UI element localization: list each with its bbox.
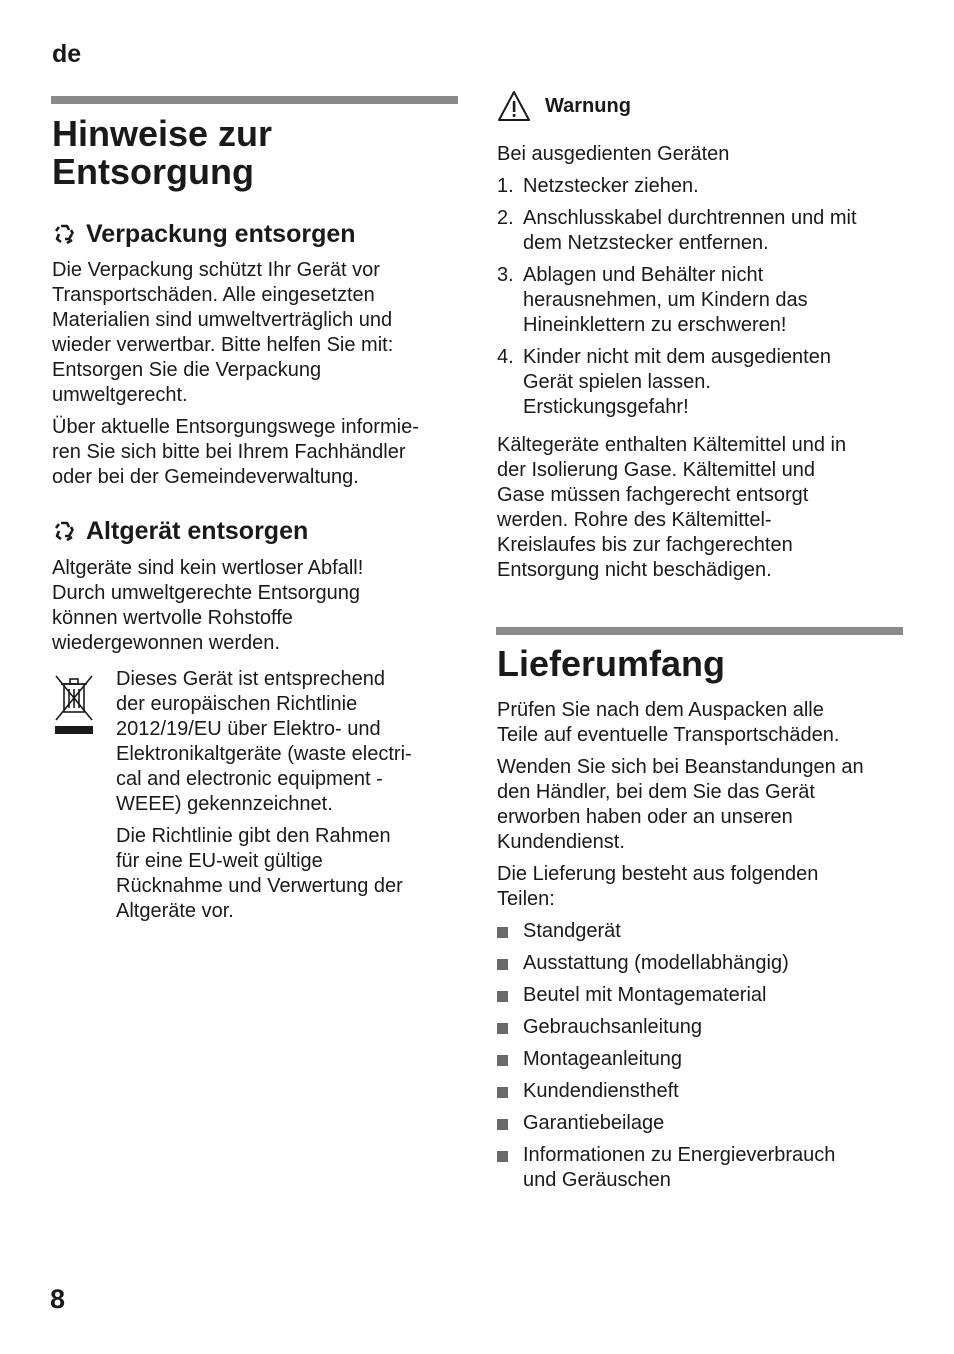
heading-text: Verpackung entsorgen [86,220,356,248]
text-line: Materialien sind umweltverträglich und [52,309,393,331]
list-item [497,345,907,420]
title-line: Entsorgung [52,151,254,192]
step-number: 2. [497,207,514,229]
text-line: Garantiebeilage [523,1112,665,1134]
step-number: 1. [497,175,514,197]
list-item [497,1079,907,1104]
text-line: und Geräuschen [523,1169,671,1191]
recycle-icon [52,222,76,246]
text-line: Netzstecker ziehen. [523,175,699,197]
bullet-square-icon [497,1055,508,1066]
text-line: Durch umweltgerechte Entsorgung [52,582,360,604]
text-line: Wenden Sie sich bei Beanstandungen an [497,756,864,778]
delivery-paragraph-3 [497,862,907,912]
text-line: Ablagen und Behälter nicht [523,264,764,286]
text-line: Prüfen Sie nach dem Auspacken alle [497,699,824,721]
warning-block [497,142,907,427]
text-line: Teile auf eventuelle Transportschäden. [497,724,840,746]
text-line: wieder verwertbar. Bitte helfen Sie mit: [52,334,394,356]
list-item [497,983,907,1008]
section-old-device [52,516,462,546]
bullet-square-icon [497,991,508,1002]
section-rule [496,627,903,635]
bullet-square-icon [497,927,508,938]
text-line: Gase müssen fachgerecht entsorgt [497,484,809,506]
text-line: cal and electronic equipment - [116,768,383,790]
page-title-disposal [52,115,272,191]
text-line: ren Sie sich bitte bei Ihrem Fachhändler [52,441,406,463]
page-number: 8 [50,1284,66,1314]
heading-text: Altgerät entsorgen [86,517,309,545]
list-item [497,1015,907,1040]
text-line: Gebrauchsanleitung [523,1016,703,1038]
packaging-paragraph-1 [52,258,462,408]
step-number: 4. [497,346,514,368]
list-item [497,919,907,944]
text-line: herausnehmen, um Kindern das [523,289,808,311]
packaging-paragraph-2 [52,415,462,490]
text-line: Dieses Gerät ist entsprechend [116,668,386,690]
text-line: Rücknahme und Verwertung der [116,875,403,897]
warning-title [497,90,631,122]
list-item [497,1111,907,1136]
text-line: Standgerät [523,920,621,942]
text-line: können wertvolle Rohstoffe [52,607,293,629]
text-line: Anschlusskabel durchtrennen und mit [523,207,857,229]
text-line: Kundendienst. [497,831,625,853]
recycle-icon [52,519,76,543]
text-line: für eine EU-weit gültige [116,850,323,872]
list-item [497,263,907,338]
text-line: den Händler, bei dem Sie das Gerät [497,781,815,803]
warning-title-text: Warnung [545,94,631,117]
list-item [497,1047,907,1072]
text-line: Altgeräte sind kein wertloser Abfall! [52,557,364,579]
language-tag: de [52,40,82,68]
bullet-square-icon [497,1023,508,1034]
list-item [497,206,907,256]
list-item [497,1143,907,1193]
text-line: oder bei der Gemeindeverwaltung. [52,466,359,488]
delivery-paragraph-2 [497,755,907,855]
text-line: der Isolierung Gase. Kältemittel und [497,459,815,481]
text-line: Entsorgen Sie die Verpackung [52,359,322,381]
text-line: Transportschäden. Alle eingesetzten [52,284,375,306]
text-line: Altgeräte vor. [116,900,234,922]
text-line: Kinder nicht mit dem ausgedienten [523,346,831,368]
text-line: 2012/19/EU über Elektro- und [116,718,381,740]
text-line: Die Richtlinie gibt den Rahmen [116,825,391,847]
heading-old-device [52,516,462,546]
delivery-paragraph-1 [497,698,907,748]
text-line: Hineinklettern zu erschweren! [523,314,787,336]
heading-packaging [52,219,462,249]
text-line: Montageanleitung [523,1048,683,1070]
weee-paragraph [116,667,461,817]
step-number: 3. [497,264,514,286]
bullet-square-icon [497,1087,508,1098]
bullet-square-icon [497,959,508,970]
text-line: Informationen zu Energieverbrauch [523,1144,836,1166]
text-line: dem Netzstecker entfernen. [523,232,769,254]
bullet-square-icon [497,1151,508,1162]
text-line: Über aktuelle Entsorgungswege informie- [52,416,419,438]
text-line: Teilen: [497,888,555,910]
warning-triangle-icon [497,90,531,122]
text-line: Gerät spielen lassen. [523,371,711,393]
page-title-delivery: Lieferumfang [497,643,726,684]
delivery-items [497,919,907,1200]
section-packaging [52,219,462,249]
text-line: der europäischen Richtlinie [116,693,358,715]
text-line: erworben haben oder an unseren [497,806,793,828]
text-line: Ausstattung (modellabhängig) [523,952,789,974]
list-item [497,951,907,976]
text-line: Elektronikaltgeräte (waste electri- [116,743,412,765]
list-item [497,174,907,199]
text-line: umweltgerecht. [52,384,188,406]
warning-intro: Bei ausgedienten Geräten [497,143,730,165]
text-line: WEEE) gekennzeichnet. [116,793,333,815]
text-line: Erstickungsgefahr! [523,396,689,418]
warning-steps [497,174,907,420]
text-line: Kundendienstheft [523,1080,679,1102]
text-line: Entsorgung nicht beschädigen. [497,559,772,581]
refrigerant-note [497,433,907,583]
bullet-square-icon [497,1119,508,1130]
text-line: Die Lieferung besteht aus folgenden [497,863,819,885]
text-line: Beutel mit Montagematerial [523,984,767,1006]
directive-paragraph [116,824,461,924]
text-line: Die Verpackung schützt Ihr Gerät vor [52,259,380,281]
crossed-bin-icon [52,672,96,736]
section-rule [51,96,458,104]
text-line: wiedergewonnen werden. [52,632,280,654]
old-device-paragraph-1 [52,556,462,656]
text-line: werden. Rohre des Kältemittel- [497,509,772,531]
title-line: Hinweise zur [52,113,273,154]
text-line: Kreislaufes bis zur fachgerechten [497,534,793,556]
text-line: Kältegeräte enthalten Kältemittel und in [497,434,847,456]
